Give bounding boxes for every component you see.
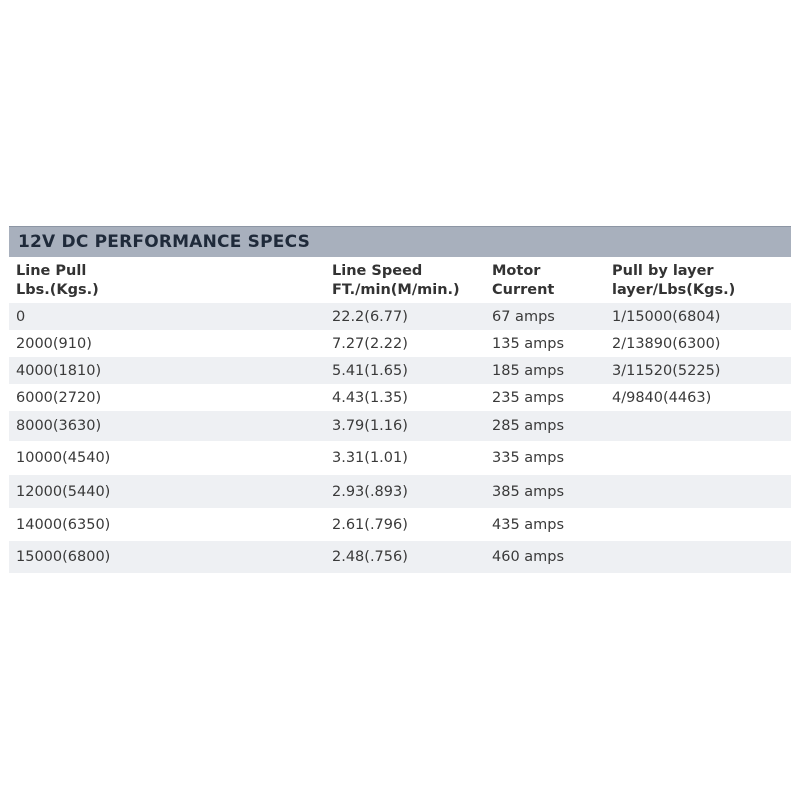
cell-line-pull: 4000(1810) [16, 362, 102, 379]
cell-pull-by-layer: 1/15000(6804) [612, 308, 721, 325]
cell-pull-by-layer: 4/9840(4463) [612, 389, 712, 406]
cell-line-speed: 3.31(1.01) [332, 450, 408, 466]
cell-motor-current: 385 amps [492, 483, 565, 500]
table-row [9, 441, 791, 475]
cell-pull-by-layer: 3/11520(5225) [612, 362, 721, 379]
cell-line-pull: 14000(6350) [16, 516, 111, 533]
cell-motor-current: 435 amps [492, 516, 565, 533]
cell-line-speed: 2.48(.756) [332, 549, 408, 565]
table-title-bar [9, 226, 791, 257]
table-row [9, 357, 791, 384]
cell-motor-current: 285 amps [492, 418, 565, 434]
header-line-speed-line2: FT./min(M/min.) [332, 282, 460, 298]
table-row [9, 330, 791, 357]
cell-pull-by-layer: 2/13890(6300) [612, 335, 721, 352]
header-pull-by-layer-line2: layer/Lbs(Kgs.) [612, 282, 736, 298]
header-line-pull-line2: Lbs.(Kgs.) [16, 282, 99, 298]
header-line-speed-line1: Line Speed [332, 263, 423, 279]
header-pull-by-layer-line1: Pull by layer [612, 263, 714, 279]
cell-line-pull: 10000(4540) [16, 450, 111, 466]
header-motor-current [485, 262, 605, 303]
performance-specs-table [9, 226, 791, 573]
cell-line-pull: 0 [16, 308, 26, 325]
header-motor-current-line1: Motor [492, 263, 541, 279]
cell-line-speed: 2.61(.796) [332, 516, 408, 533]
table-row [9, 475, 791, 508]
table-row [9, 541, 791, 573]
cell-line-speed: 5.41(1.65) [332, 362, 408, 379]
cell-line-speed: 2.93(.893) [332, 483, 408, 500]
table-row [9, 303, 791, 330]
header-line-speed [325, 262, 485, 303]
cell-motor-current: 135 amps [492, 335, 565, 352]
header-line-pull-line1: Line Pull [16, 263, 87, 279]
cell-motor-current: 335 amps [492, 450, 565, 466]
cell-line-speed: 3.79(1.16) [332, 418, 408, 434]
cell-line-pull: 6000(2720) [16, 389, 102, 406]
cell-motor-current: 185 amps [492, 362, 565, 379]
cell-line-pull: 8000(3630) [16, 418, 102, 434]
header-motor-current-line2: Current [492, 282, 555, 298]
cell-line-pull: 12000(5440) [16, 483, 111, 500]
cell-motor-current: 67 amps [492, 308, 555, 325]
cell-line-speed: 7.27(2.22) [332, 335, 408, 352]
cell-motor-current: 235 amps [492, 389, 565, 406]
header-pull-by-layer [605, 262, 791, 303]
table-title: 12V DC PERFORMANCE SPECS [18, 232, 311, 252]
cell-motor-current: 460 amps [492, 549, 565, 565]
cell-line-speed: 22.2(6.77) [332, 308, 408, 325]
cell-line-pull: 15000(6800) [16, 549, 111, 565]
table-row [9, 384, 791, 411]
table-row [9, 508, 791, 541]
header-line-pull [9, 262, 325, 303]
table-header-row [9, 257, 791, 303]
cell-line-pull: 2000(910) [16, 335, 92, 352]
table-row [9, 411, 791, 441]
cell-line-speed: 4.43(1.35) [332, 389, 408, 406]
